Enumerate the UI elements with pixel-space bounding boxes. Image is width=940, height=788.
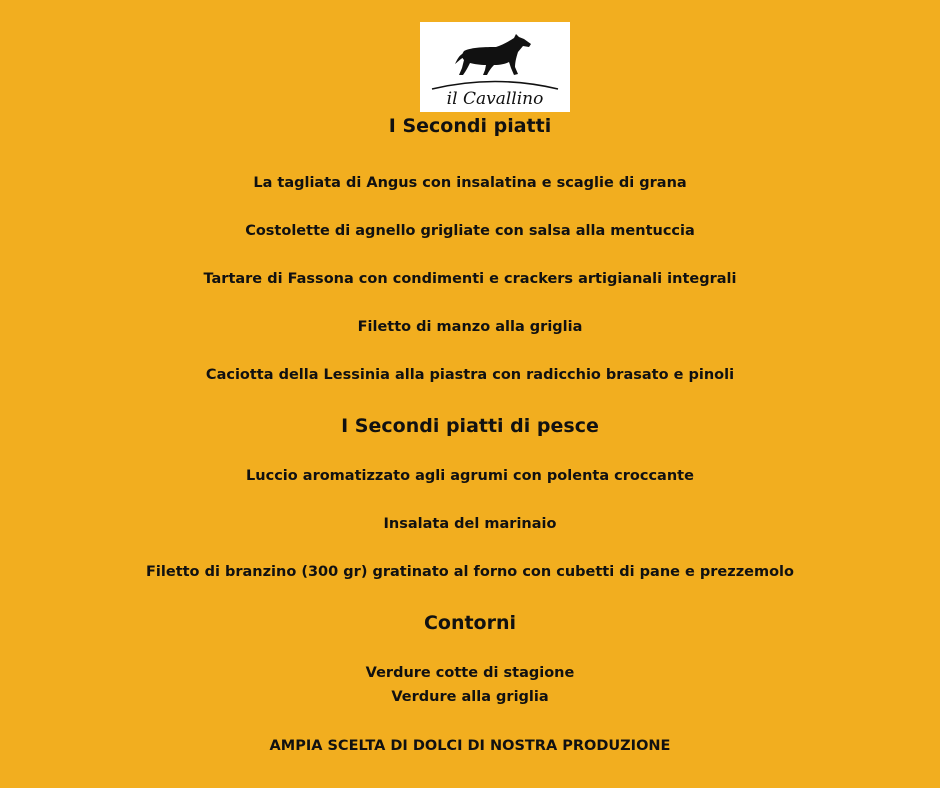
section-heading-secondi: I Secondi piatti <box>388 115 552 137</box>
menu-item: Filetto di branzino (300 gr) gratinato al forno con cubetti di pane e prezzemolo <box>146 564 794 580</box>
menu-item: Insalata del marinaio <box>383 516 557 532</box>
section-heading-pesce: I Secondi piatti di pesce <box>341 415 599 437</box>
menu-item: Luccio aromatizzato agli agrumi con polenta croccante <box>246 468 694 484</box>
footer-note: AMPIA SCELTA DI DOLCI DI NOSTRA PRODUZIONE <box>269 738 671 754</box>
menu-item: La tagliata di Angus con insalatina e scaglie di grana <box>253 175 687 191</box>
menu-item: Costolette di agnello grigliate con salsa alla mentuccia <box>245 223 695 239</box>
horse-icon <box>420 22 570 112</box>
menu-item: Verdure alla griglia <box>391 689 549 705</box>
menu-item: Filetto di manzo alla griglia <box>357 319 583 335</box>
restaurant-logo <box>420 22 570 112</box>
menu-item: Verdure cotte di stagione <box>365 665 575 681</box>
logo-brand-text: il Cavallino <box>446 89 544 109</box>
section-heading-contorni: Contorni <box>423 612 517 634</box>
menu-item: Tartare di Fassona con condimenti e crackers artigianali integrali <box>203 271 737 287</box>
menu-item: Caciotta della Lessinia alla piastra con radicchio brasato e pinoli <box>205 367 735 383</box>
